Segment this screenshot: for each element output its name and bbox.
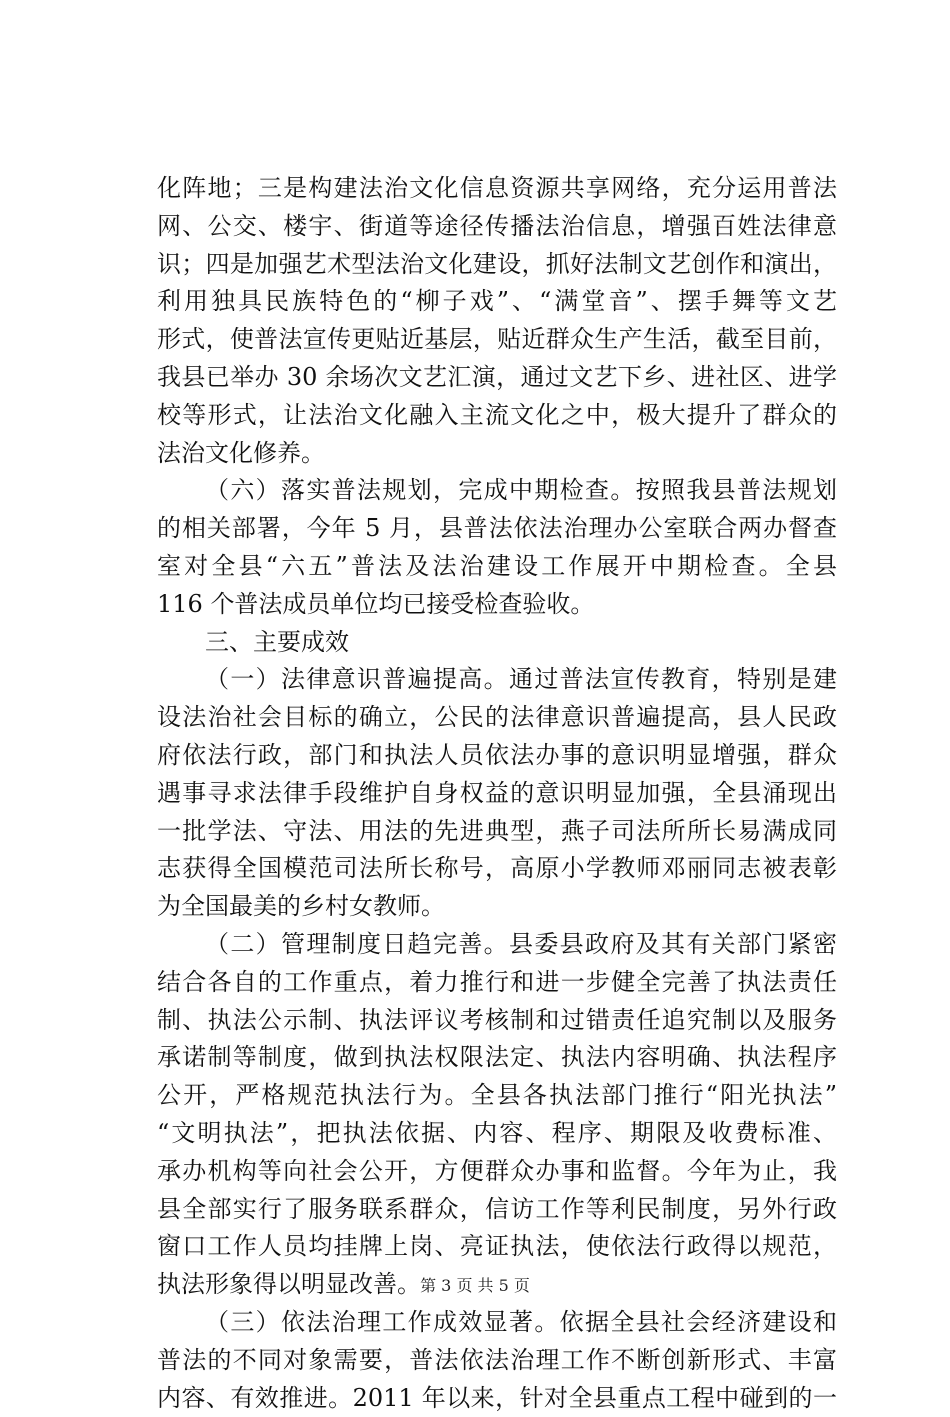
text-line: 室对全县“六五”普法及法治建设工作展开中期检查。全县 [157,548,837,586]
paragraph-section-6 [157,472,837,623]
text-line: （二）管理制度日趋完善。县委县政府及其有关部门紧密 [157,926,837,964]
text-line: 化阵地；三是构建法治文化信息资源共享网络，充分运用普法 [157,170,837,208]
text-line: （六）落实普法规划，完成中期检查。按照我县普法规划 [157,472,837,510]
text-line: 校等形式，让法治文化融入主流文化之中，极大提升了群众的 [157,397,837,435]
text-line: 县全部实行了服务联系群众，信访工作等利民制度，另外行政 [157,1191,837,1229]
text-line: 识；四是加强艺术型法治文化建设，抓好法制文艺创作和演出， [157,246,837,284]
paragraph-continuation [157,170,837,472]
text-line: 法治文化修养。 [157,435,837,473]
text-line: 形式，使普法宣传更贴近基层，贴近群众生产生活，截至目前， [157,321,837,359]
text-line: 为全国最美的乡村女教师。 [157,888,837,926]
page-number-footer: 第 3 页 共 5 页 [0,1276,950,1296]
text-line: 网、公交、楼宇、街道等途径传播法治信息，增强百姓法律意 [157,208,837,246]
text-line: “文明执法”，把执法依据、内容、程序、期限及收费标准、 [157,1115,837,1153]
document-body [157,170,837,1417]
text-line: 内容、有效推进。2011 年以来，针对全县重点工程中碰到的一 [157,1380,837,1417]
text-line: 府依法行政，部门和执法人员依法办事的意识明显增强，群众 [157,737,837,775]
text-line: 我县已举办 30 余场次文艺汇演，通过文艺下乡、进社区、进学 [157,359,837,397]
text-line: 116 个普法成员单位均已接受检查验收。 [157,586,837,624]
paragraph-result-3 [157,1304,837,1417]
heading-line: 三、主要成效 [157,624,837,662]
text-line: 承办机构等向社会公开，方便群众办事和监督。今年为止，我 [157,1153,837,1191]
text-line: 承诺制等制度，做到执法权限法定、执法内容明确、执法程序 [157,1039,837,1077]
text-line: 窗口工作人员均挂牌上岗、亮证执法，使依法行政得以规范， [157,1228,837,1266]
text-line: （三）依法治理工作成效显著。依据全县社会经济建设和 [157,1304,837,1342]
paragraph-result-1 [157,661,837,926]
paragraph-result-2 [157,926,837,1304]
text-line: 利用独具民族特色的“柳子戏”、“满堂音”、摆手舞等文艺 [157,283,837,321]
text-line: 设法治社会目标的确立，公民的法律意识普遍提高，县人民政 [157,699,837,737]
text-line: 结合各自的工作重点，着力推行和进一步健全完善了执法责任 [157,964,837,1002]
text-line: 的相关部署，今年 5 月，县普法依法治理办公室联合两办督查 [157,510,837,548]
text-line: （一）法律意识普遍提高。通过普法宣传教育，特别是建 [157,661,837,699]
text-line: 遇事寻求法律手段维护自身权益的意识明显加强，全县涌现出 [157,775,837,813]
text-line: 执法形象得以明显改善。 [157,1266,837,1304]
text-line: 公开，严格规范执法行为。全县各执法部门推行“阳光执法” [157,1077,837,1115]
text-line: 制、执法公示制、执法评议考核制和过错责任追究制以及服务 [157,1002,837,1040]
text-line: 志获得全国模范司法所长称号，高原小学教师邓丽同志被表彰 [157,850,837,888]
text-line: 普法的不同对象需要，普法依法治理工作不断创新形式、丰富 [157,1342,837,1380]
section-heading [157,624,837,662]
text-line: 一批学法、守法、用法的先进典型，燕子司法所所长易满成同 [157,813,837,851]
